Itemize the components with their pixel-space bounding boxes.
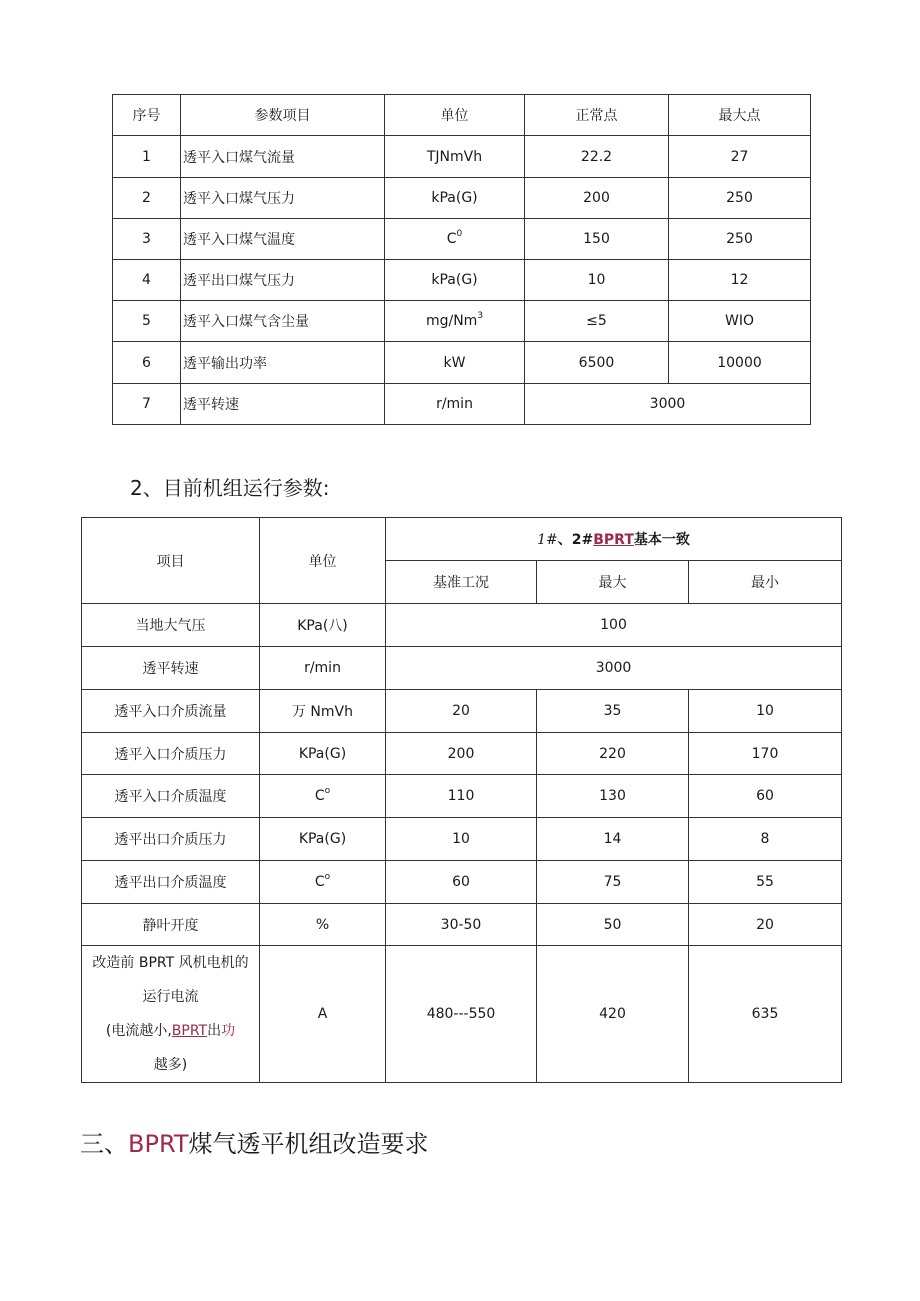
- row-number: 7: [113, 384, 181, 425]
- unit-superscript: o: [324, 786, 331, 796]
- table-row: [82, 861, 842, 904]
- unit-cell: KPa(G): [260, 818, 386, 861]
- current-label-line3: [82, 1014, 259, 1048]
- brand-bprt: BPRT: [593, 532, 634, 548]
- row-number: 2: [113, 178, 181, 219]
- current-label-line4: 越多): [153, 1057, 188, 1073]
- unit-cell: TJNmVh: [385, 136, 525, 178]
- unit-cell: [385, 219, 525, 260]
- row-number: 5: [113, 301, 181, 342]
- section-heading-operating-params: 2、目前机组运行参数:: [130, 476, 330, 500]
- current-label-line3-brand2: 功: [221, 1023, 236, 1039]
- base-value: 480---550: [386, 946, 537, 1083]
- header-cell-item: 项目: [82, 518, 260, 604]
- parameter-name: 当地大气压: [82, 604, 260, 647]
- unit-cell: [260, 775, 386, 818]
- parameter-name: 静叶开度: [82, 904, 260, 946]
- table-row: [82, 904, 842, 946]
- merged-value: 3000: [525, 384, 811, 425]
- parameter-name: 透平转速: [82, 647, 260, 690]
- table-row: [113, 136, 811, 178]
- parameter-name: 透平入口煤气流量: [181, 136, 385, 178]
- unit-cell: [260, 861, 386, 904]
- table-row: [113, 178, 811, 219]
- group-label-sep: 、2#: [557, 532, 594, 548]
- header-cell-min: 最小: [689, 561, 842, 604]
- normal-value: 150: [525, 219, 669, 260]
- merged-value: 100: [386, 604, 842, 647]
- unit-cell: A: [260, 946, 386, 1083]
- table-row: [82, 647, 842, 690]
- parameter-name: 透平出口介质压力: [82, 818, 260, 861]
- unit-cell: %: [260, 904, 386, 946]
- unit-cell: KPa(八): [260, 604, 386, 647]
- current-label-line3-pre: (电流越小,: [105, 1023, 172, 1039]
- max-value: 27: [669, 136, 811, 178]
- parameter-name: 透平转速: [181, 384, 385, 425]
- normal-value: 22.2: [525, 136, 669, 178]
- section-prefix: 三、: [80, 1130, 128, 1158]
- header-cell: 单位: [385, 95, 525, 136]
- current-label-line2: 运行电流: [142, 989, 199, 1005]
- row-number: 3: [113, 219, 181, 260]
- min-value: 60: [689, 775, 842, 818]
- unit-cell: 万 NmVh: [260, 690, 386, 733]
- base-value: 10: [386, 818, 537, 861]
- section-heading-retrofit: [80, 1124, 429, 1159]
- parameter-name: 透平入口介质压力: [82, 733, 260, 775]
- header-cell: 序号: [113, 95, 181, 136]
- normal-value: 6500: [525, 342, 669, 384]
- header-cell-max: 最大: [537, 561, 689, 604]
- unit-main: C: [314, 874, 325, 890]
- parameter-name: 透平入口煤气压力: [181, 178, 385, 219]
- parameter-name-current: [82, 946, 260, 1083]
- max-value: WIO: [669, 301, 811, 342]
- table-row: [82, 818, 842, 861]
- base-value: 110: [386, 775, 537, 818]
- max-value: 250: [669, 219, 811, 260]
- header-cell: 参数项目: [181, 95, 385, 136]
- max-value: 50: [537, 904, 689, 946]
- unit-superscript: o: [324, 872, 331, 882]
- max-value: 14: [537, 818, 689, 861]
- unit-main: mg∕Nm: [425, 313, 478, 329]
- base-value: 20: [386, 690, 537, 733]
- unit-cell: KPa(G): [260, 733, 386, 775]
- min-value: 170: [689, 733, 842, 775]
- table-row: [82, 604, 842, 647]
- max-value: 12: [669, 260, 811, 301]
- unit-main: C: [446, 231, 457, 247]
- unit-superscript: 3: [477, 311, 484, 321]
- min-value: 8: [689, 818, 842, 861]
- header-cell: 最大点: [669, 95, 811, 136]
- current-label-line1: 改造前 BPRT 风机电机的: [92, 955, 249, 971]
- header-cell-group: [386, 518, 842, 561]
- current-label-line3-mid: 出: [207, 1023, 222, 1039]
- table-row: [113, 260, 811, 301]
- normal-value: 10: [525, 260, 669, 301]
- table-header-row: [113, 95, 811, 136]
- base-value: 60: [386, 861, 537, 904]
- table-row: [113, 219, 811, 260]
- parameter-name: 透平出口煤气压力: [181, 260, 385, 301]
- parameter-name: 透平入口介质流量: [82, 690, 260, 733]
- header-cell-unit: 单位: [260, 518, 386, 604]
- table-row: [113, 342, 811, 384]
- parameter-name: 透平入口介质温度: [82, 775, 260, 818]
- unit-cell: kW: [385, 342, 525, 384]
- row-number: 1: [113, 136, 181, 178]
- brand-bprt: BPRT: [171, 1023, 208, 1039]
- table-row: [113, 384, 811, 425]
- min-value: 55: [689, 861, 842, 904]
- table-row: [82, 690, 842, 733]
- merged-value: 3000: [386, 647, 842, 690]
- unit-cell: kPa(G): [385, 260, 525, 301]
- unit-cell: [385, 301, 525, 342]
- max-value: 220: [537, 733, 689, 775]
- table-row: [113, 301, 811, 342]
- unit-superscript: 0: [456, 229, 463, 239]
- table-row-current: [82, 946, 842, 1083]
- min-value: 10: [689, 690, 842, 733]
- group-label-1: 1#: [537, 532, 558, 548]
- header-cell: 正常点: [525, 95, 669, 136]
- parameter-table-1: [112, 94, 811, 425]
- row-number: 6: [113, 342, 181, 384]
- parameter-name: 透平入口煤气含尘量: [181, 301, 385, 342]
- max-value: 10000: [669, 342, 811, 384]
- min-value: 635: [689, 946, 842, 1083]
- normal-value: ≤5: [525, 301, 669, 342]
- base-value: 200: [386, 733, 537, 775]
- max-value: 130: [537, 775, 689, 818]
- max-value: 420: [537, 946, 689, 1083]
- brand-bprt: BPRT: [128, 1130, 189, 1158]
- parameter-table-2: [81, 517, 842, 1083]
- parameter-name: 透平入口煤气温度: [181, 219, 385, 260]
- row-number: 4: [113, 260, 181, 301]
- max-value: 250: [669, 178, 811, 219]
- max-value: 75: [537, 861, 689, 904]
- max-value: 35: [537, 690, 689, 733]
- table-row: [82, 775, 842, 818]
- section-title-rest: 煤气透平机组改造要求: [188, 1130, 429, 1158]
- table-header-row: [82, 518, 842, 561]
- unit-cell: kPa(G): [385, 178, 525, 219]
- group-label-tail: 基本一致: [633, 532, 690, 548]
- unit-cell: r/min: [260, 647, 386, 690]
- min-value: 20: [689, 904, 842, 946]
- normal-value: 200: [525, 178, 669, 219]
- unit-main: C: [314, 788, 325, 804]
- parameter-name: 透平出口介质温度: [82, 861, 260, 904]
- unit-cell: r/min: [385, 384, 525, 425]
- base-value: 30-50: [386, 904, 537, 946]
- parameter-name: 透平输出功率: [181, 342, 385, 384]
- header-cell-base: 基准工况: [386, 561, 537, 604]
- table-row: [82, 733, 842, 775]
